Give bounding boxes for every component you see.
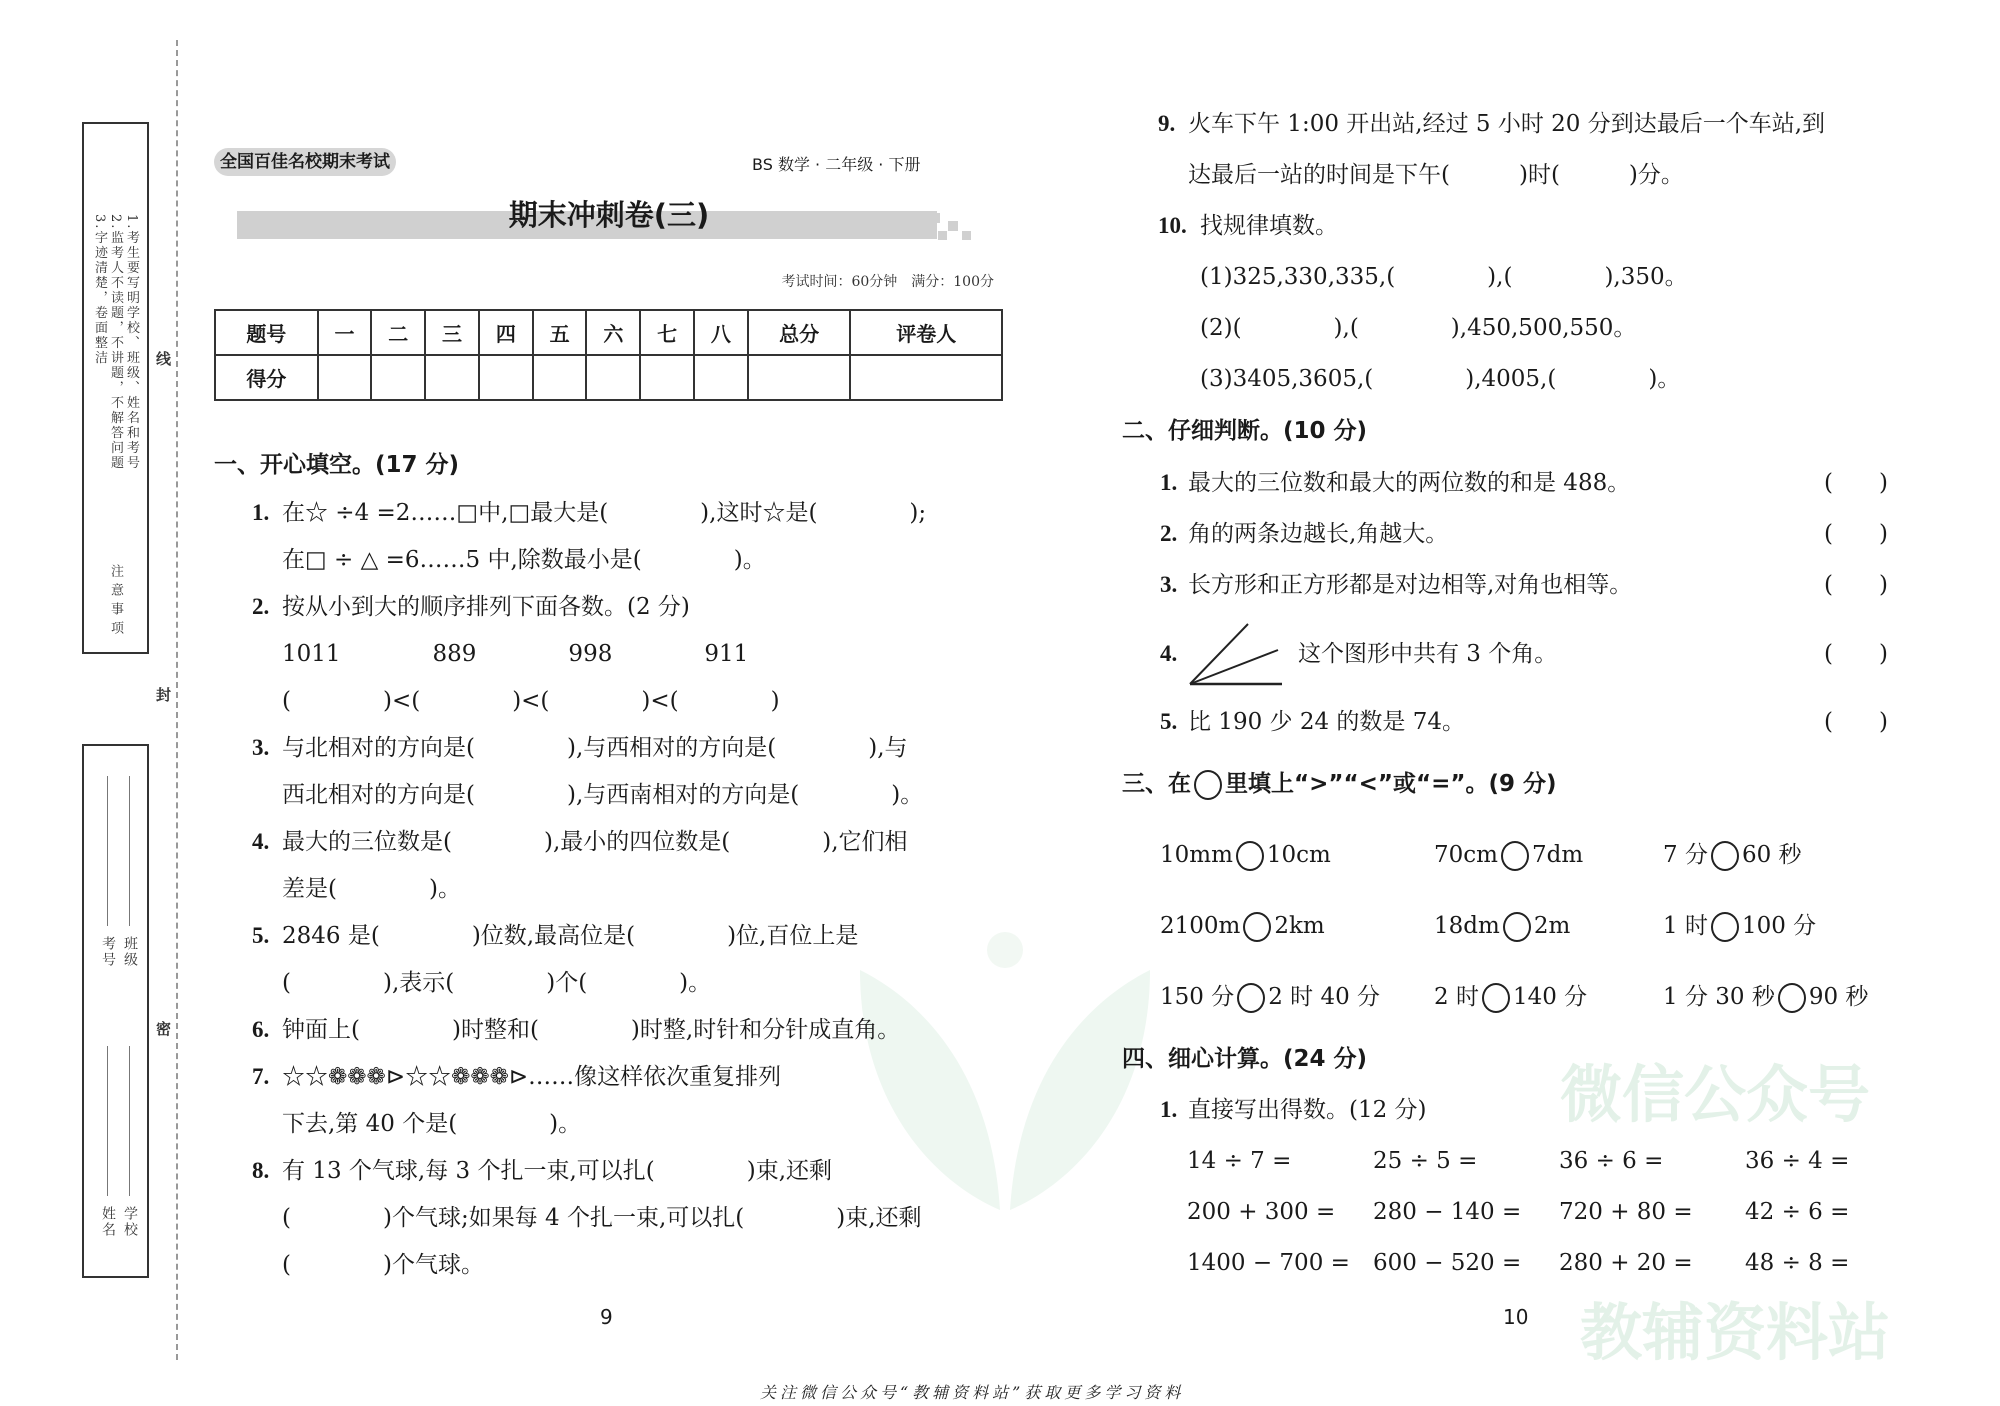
comparison-right: 140 分: [1512, 984, 1588, 1010]
question-text: 2846 是( )位数,最高位是( )位,百位上是: [282, 923, 859, 949]
comparison-answer-circle[interactable]: [1711, 841, 1739, 871]
comparison-item: [1663, 840, 1802, 870]
calculation-item: 36 ÷ 6 =: [1559, 1148, 1664, 1174]
score-header-cell: 七: [640, 310, 694, 355]
comparison-right: 7dm: [1531, 842, 1584, 868]
calculation-item: 42 ÷ 6 =: [1745, 1199, 1850, 1225]
school-field[interactable]: [129, 1046, 130, 1196]
score-input-cell[interactable]: [850, 355, 1002, 400]
comparison-answer-circle[interactable]: [1236, 841, 1264, 871]
page-number-right: 10: [1503, 1305, 1529, 1329]
question-text: ( )个气球。: [282, 1252, 484, 1278]
score-table-header-row: [215, 310, 1002, 355]
score-input-cell[interactable]: [533, 355, 587, 400]
calculation-item: 25 ÷ 5 =: [1373, 1148, 1478, 1174]
judgment-text: 这个图形中共有 3 个角。: [1298, 641, 1558, 667]
question-text: 1011 889 998 911: [282, 641, 749, 667]
question-text: 按从小到大的顺序排列下面各数。(2 分): [282, 594, 690, 620]
comparison-item: [1160, 911, 1325, 941]
watermark-logo: [840, 930, 1170, 1230]
score-header-cell: 题号: [215, 310, 318, 355]
comparison-answer-circle[interactable]: [1501, 841, 1529, 871]
comparison-item: [1434, 840, 1583, 870]
page-number-left: 9: [600, 1305, 613, 1329]
question-text: 火车下午 1:00 开出站,经过 5 小时 20 分到达最后一个车站,到: [1188, 111, 1826, 137]
score-input-cell[interactable]: [318, 355, 372, 400]
question-number: 7.: [252, 1064, 270, 1089]
name-field[interactable]: [107, 1046, 108, 1196]
score-input-cell[interactable]: [371, 355, 425, 400]
calculation-item: 600 − 520 =: [1373, 1250, 1522, 1276]
exam-no-field[interactable]: [107, 776, 108, 926]
comparison-right: 2m: [1533, 913, 1571, 939]
score-table-score-row: [215, 355, 1002, 400]
notice-box: [82, 122, 149, 654]
comparison-answer-circle[interactable]: [1778, 983, 1806, 1013]
section-3-heading: [1122, 769, 1557, 800]
section-4-heading: 四、细心计算。(24 分): [1122, 1046, 1368, 1072]
question-text: 西北相对的方向是( ),与西南相对的方向是( )。: [282, 782, 924, 808]
judgment-answer-blank[interactable]: ( ): [1824, 709, 1888, 735]
exam-info: 考试时间：60分钟 满分：100分: [781, 274, 994, 290]
comparison-right: 2km: [1274, 913, 1325, 939]
score-input-cell[interactable]: [479, 355, 533, 400]
notice-item-1: 1.考生要写明学校、班级、姓名和考号: [124, 214, 139, 471]
class-label: 班级: [122, 936, 138, 968]
question-number: 4.: [252, 829, 270, 854]
question-text: ☆☆❁❁❁⊳☆☆❁❁❁⊳……像这样依次重复排列: [282, 1064, 782, 1090]
question-number: 8.: [252, 1158, 270, 1183]
score-header-cell: 评卷人: [850, 310, 1002, 355]
section-1-heading: 一、开心填空。(17 分): [214, 452, 460, 478]
exam-no-label: 考号: [100, 936, 116, 968]
question-text: 找规律填数。: [1200, 213, 1338, 239]
judgment-number: 3.: [1160, 572, 1178, 597]
question-text: 最大的三位数是( ),最小的四位数是( ),它们相: [282, 829, 908, 855]
comparison-left: 1 分 30 秒: [1663, 984, 1775, 1010]
question-text: 下去,第 40 个是( )。: [282, 1111, 582, 1137]
comparison-item: [1160, 982, 1380, 1012]
comparison-item: [1434, 982, 1587, 1012]
pattern-subquestion: (3)3405,3605,( ),4005,( )。: [1200, 366, 1681, 392]
question-text: 有 13 个气球,每 3 个扎一束,可以扎( )束,还剩: [282, 1158, 833, 1184]
question-text: 直接写出得数。(12 分): [1188, 1097, 1427, 1123]
score-table: [214, 309, 1003, 401]
score-row-label: 得分: [215, 355, 318, 400]
seal-mark-secret: 密: [156, 1020, 172, 1038]
seal-mark-line: 线: [156, 350, 172, 368]
comparison-right: 10cm: [1266, 842, 1331, 868]
name-label: 姓名: [100, 1206, 116, 1238]
seal-mark-seal: 封: [156, 686, 172, 704]
score-header-cell: 总分: [748, 310, 851, 355]
binding-dashed-line: [176, 40, 178, 1360]
score-header-cell: 二: [371, 310, 425, 355]
score-header-cell: 四: [479, 310, 533, 355]
comparison-left: 2100m: [1160, 913, 1241, 939]
comparison-answer-circle[interactable]: [1503, 912, 1531, 942]
calculation-item: 48 ÷ 8 =: [1745, 1250, 1850, 1276]
footer-note: 关注微信公众号“教辅资料站”获取更多学习资料: [760, 1383, 1185, 1402]
question-text: ( )个气球;如果每 4 个扎一束,可以扎( )束,还剩: [282, 1205, 922, 1231]
calculation-item: 36 ÷ 4 =: [1745, 1148, 1850, 1174]
comparison-answer-circle[interactable]: [1482, 983, 1510, 1013]
subject-label: BS 数学 · 二年级 · 下册: [752, 155, 921, 174]
judgment-text: 比 190 少 24 的数是 74。: [1188, 709, 1465, 735]
class-field[interactable]: [129, 776, 130, 926]
comparison-item: [1434, 911, 1570, 941]
comparison-answer-circle[interactable]: [1237, 983, 1265, 1013]
score-input-cell[interactable]: [748, 355, 851, 400]
circle-symbol-icon: [1194, 770, 1222, 800]
question-number: 9.: [1158, 111, 1176, 136]
score-header-cell: 一: [318, 310, 372, 355]
page-title: 期末冲刺卷(三): [508, 198, 710, 232]
watermark-text-1: 微信公众号: [1560, 1058, 1871, 1131]
question-text: 差是( )。: [282, 876, 461, 902]
judgment-number: 1.: [1160, 470, 1178, 495]
watermark-text-2: 教辅资料站: [1580, 1296, 1891, 1369]
calculation-item: 200 + 300 =: [1187, 1199, 1336, 1225]
section-3-heading-start: 三、在: [1122, 771, 1191, 797]
score-input-cell[interactable]: [640, 355, 694, 400]
score-header-cell: 六: [586, 310, 640, 355]
score-input-cell[interactable]: [694, 355, 748, 400]
section-3-heading-end: 里填上“>”“<”或“=”。(9 分): [1225, 771, 1557, 797]
section-2-heading: 二、仔细判断。(10 分): [1122, 418, 1368, 444]
comparison-answer-circle[interactable]: [1243, 912, 1271, 942]
question-text: 与北相对的方向是( ),与西相对的方向是( ),与: [282, 735, 908, 761]
judgment-number: 4.: [1160, 641, 1178, 666]
score-header-cell: 五: [533, 310, 587, 355]
calculation-item: 1400 − 700 =: [1187, 1250, 1350, 1276]
question-number: 6.: [252, 1017, 270, 1042]
comparison-right: 100 分: [1741, 913, 1817, 939]
comparison-left: 18dm: [1434, 913, 1500, 939]
comparison-left: 150 分: [1160, 984, 1235, 1010]
notice-title: 注意事项: [108, 564, 123, 640]
comparison-right: 2 时 40 分: [1268, 984, 1381, 1010]
student-info-box: [82, 744, 149, 1278]
pattern-subquestion: (1)325,330,335,( ),( ),350。: [1200, 264, 1688, 290]
judgment-answer-blank[interactable]: ( ): [1824, 641, 1888, 667]
judgment-text: 最大的三位数和最大的两位数的和是 488。: [1188, 470, 1631, 496]
comparison-left: 1 时: [1663, 913, 1708, 939]
judgment-answer-blank[interactable]: ( ): [1824, 572, 1888, 598]
calculation-item: 280 − 140 =: [1373, 1199, 1522, 1225]
score-input-cell[interactable]: [586, 355, 640, 400]
question-number: 5.: [252, 923, 270, 948]
question-text: ( ),表示( )个( )。: [282, 970, 712, 996]
comparison-answer-circle[interactable]: [1711, 912, 1739, 942]
comparison-left: 70cm: [1434, 842, 1498, 868]
score-header-cell: 八: [694, 310, 748, 355]
judgment-text: 角的两条边越长,角越大。: [1188, 521, 1449, 547]
notice-item-2: 2.监考人不读题，不讲题，不解答问题: [108, 214, 123, 471]
judgment-answer-blank[interactable]: ( ): [1824, 521, 1888, 547]
calculation-item: 280 + 20 =: [1559, 1250, 1693, 1276]
judgment-number: 2.: [1160, 521, 1178, 546]
question-number: 1.: [252, 500, 270, 525]
calculation-item: 720 + 80 =: [1559, 1199, 1693, 1225]
school-label: 学校: [122, 1206, 138, 1238]
comparison-item: [1160, 840, 1331, 870]
comparison-item: [1663, 982, 1868, 1012]
comparison-right: 90 秒: [1808, 984, 1869, 1010]
comparison-right: 60 秒: [1741, 842, 1802, 868]
question-number: 10.: [1158, 213, 1187, 238]
comparison-left: 7 分: [1663, 842, 1708, 868]
question-text: 在□ ÷ △ =6……5 中,除数最小是( )。: [282, 547, 766, 573]
question-number: 1.: [1160, 1097, 1178, 1122]
question-text: 达最后一站的时间是下午( )时( )分。: [1188, 162, 1684, 188]
score-header-cell: 三: [425, 310, 479, 355]
comparison-left: 10mm: [1160, 842, 1233, 868]
series-badge: 全国百佳名校期末考试: [214, 148, 396, 176]
score-input-cell[interactable]: [425, 355, 479, 400]
question-text: 在☆ ÷4 =2……□中,□最大是( ),这时☆是( );: [282, 500, 927, 526]
judgment-answer-blank[interactable]: ( ): [1824, 470, 1888, 496]
question-text: 钟面上( )时整和( )时整,时针和分针成直角。: [282, 1017, 901, 1043]
calculation-item: 14 ÷ 7 =: [1187, 1148, 1292, 1174]
question-number: 2.: [252, 594, 270, 619]
comparison-item: [1663, 911, 1816, 941]
judgment-number: 5.: [1160, 709, 1178, 734]
notice-item-3: 3.字迹清楚，卷面整洁: [92, 214, 107, 366]
question-number: 3.: [252, 735, 270, 760]
judgment-text: 长方形和正方形都是对边相等,对角也相等。: [1188, 572, 1633, 598]
question-text: ( )<( )<( )<( ): [282, 688, 780, 714]
comparison-left: 2 时: [1434, 984, 1479, 1010]
angle-figure: [1186, 620, 1286, 690]
title-bar-pixels: [930, 213, 975, 241]
pattern-subquestion: (2)( ),( ),450,500,550。: [1200, 315, 1637, 341]
